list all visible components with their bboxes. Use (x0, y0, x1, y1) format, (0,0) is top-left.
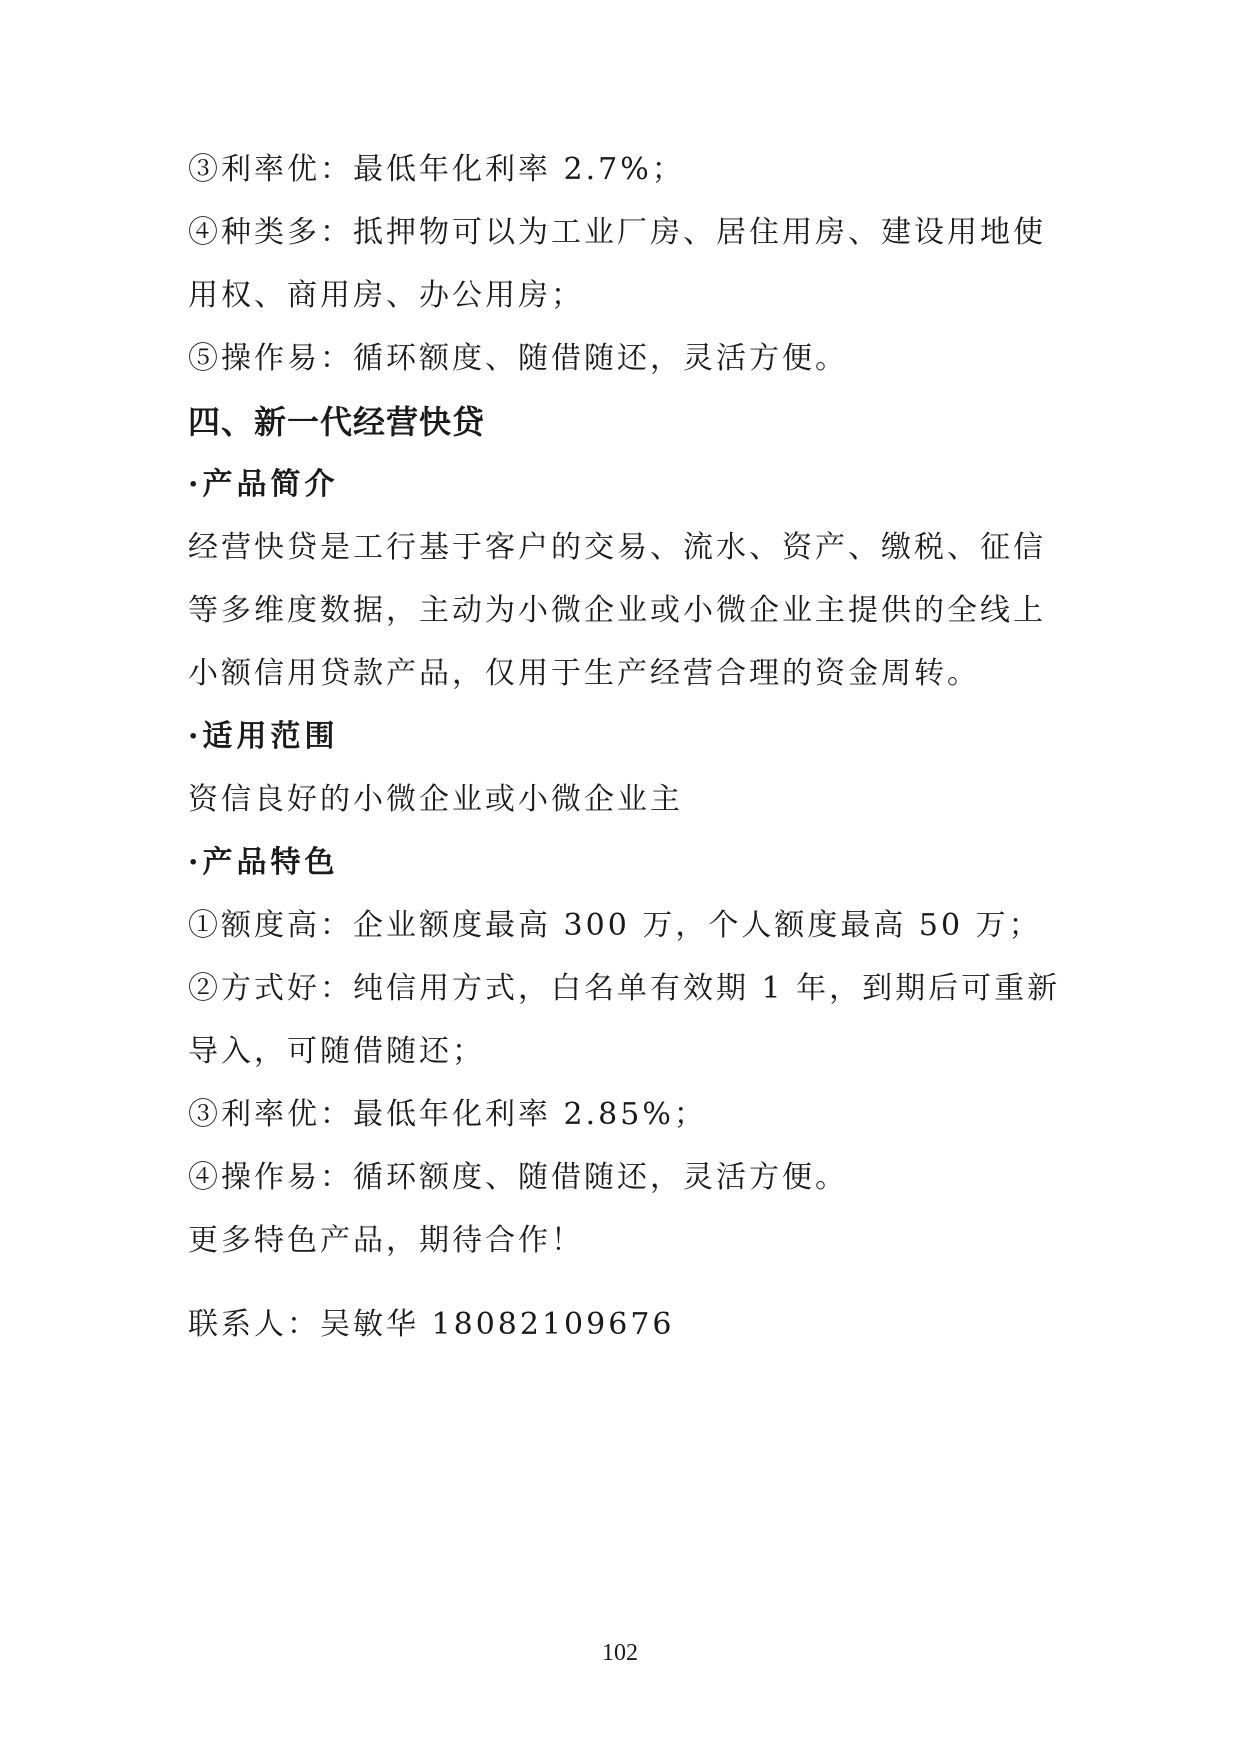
page-number: 102 (602, 1640, 638, 1666)
feature-operation-line: ⑤操作易：循环额度、随借随还，灵活方便。 (188, 341, 848, 376)
scope-text: 资信良好的小微企业或小微企业主 (188, 782, 683, 817)
feature-types-line-cont: 用权、商用房、办公用房； (188, 278, 584, 313)
product-intro-text-1: 经营快贷是工行基于客户的交易、流水、资产、缴税、征信 (188, 530, 1046, 565)
product-intro-text-3: 小额信用贷款产品，仅用于生产经营合理的资金周转。 (188, 656, 980, 691)
features-heading: ·产品特色 (188, 845, 339, 880)
product-intro-heading: ·产品简介 (188, 467, 339, 502)
feature-rate-line: ③利率优：最低年化利率 2.7%； (188, 152, 685, 187)
feature-method-line-cont: 导入，可随借随还； (188, 1034, 485, 1069)
section-heading: 四、新一代经营快贷 (188, 403, 486, 441)
scope-heading: ·适用范围 (188, 719, 339, 754)
product-intro-text-2: 等多维度数据，主动为小微企业或小微企业主提供的全线上 (188, 593, 1046, 628)
feature-amount-line: ①额度高：企业额度最高 300 万，个人额度最高 50 万； (188, 908, 1042, 943)
contact-line: 联系人：吴敏华 18082109676 (188, 1307, 675, 1342)
feature-rate-line-2: ③利率优：最低年化利率 2.85%； (188, 1097, 707, 1132)
feature-operation-line-2: ④操作易：循环额度、随借随还，灵活方便。 (188, 1160, 848, 1195)
feature-types-line: ④种类多：抵押物可以为工业厂房、居住用房、建设用地使 (188, 215, 1046, 250)
closing-line: 更多特色产品，期待合作！ (188, 1223, 584, 1258)
feature-method-line: ②方式好：纯信用方式，白名单有效期 1 年，到期后可重新 (188, 971, 1061, 1006)
